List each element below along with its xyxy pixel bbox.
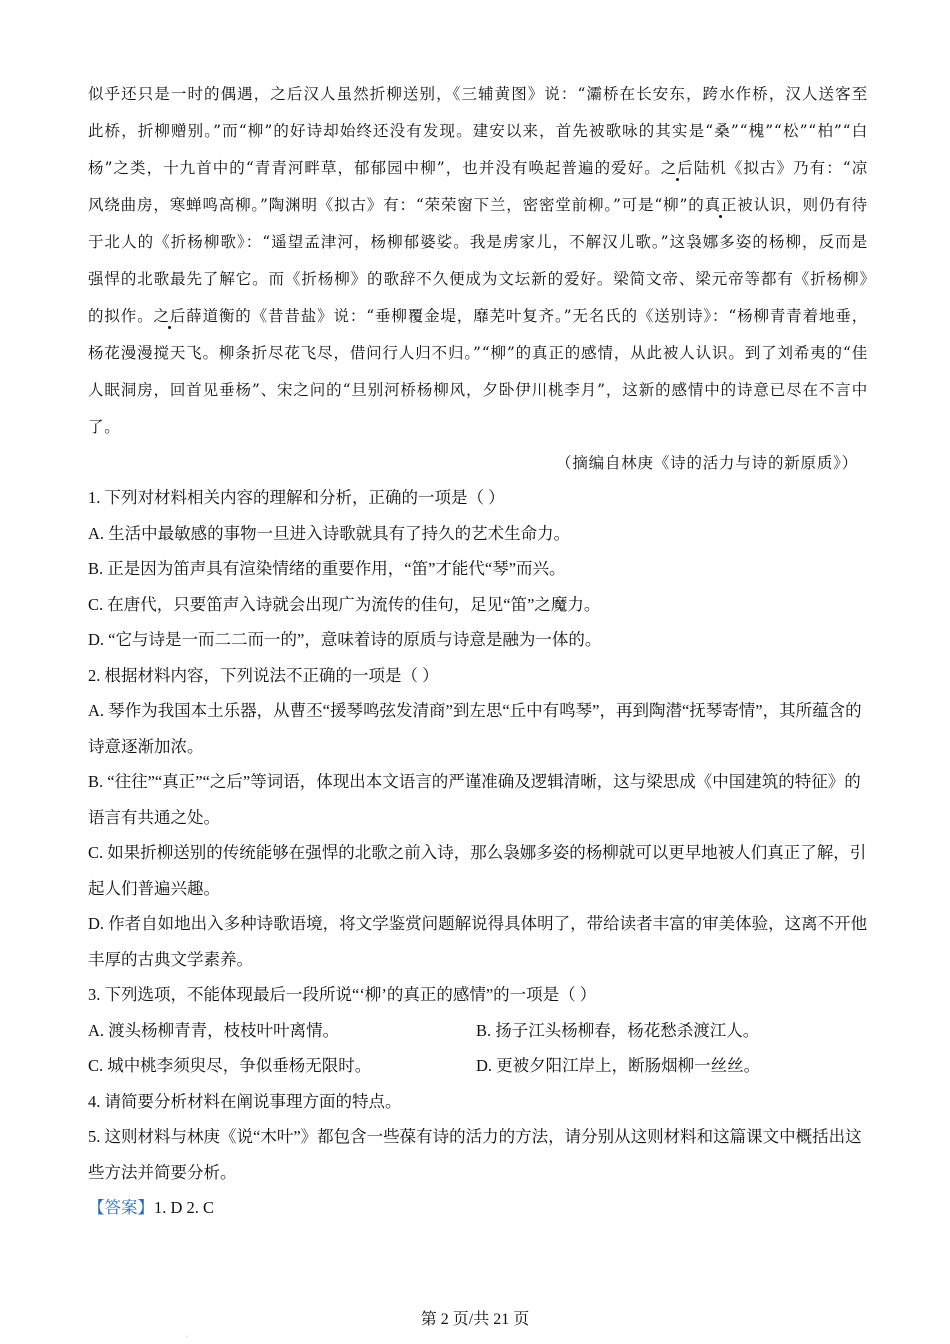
reading-passage [88, 76, 868, 446]
emphasized-word-zhihou: 之后 [660, 159, 694, 177]
question-section [88, 480, 870, 1226]
scan-mark: 。 [186, 1332, 193, 1339]
question-3-options-row-2 [88, 1048, 870, 1084]
question-3-stem: 3. 下列选项，不能体现最后一段所说“‘柳’的真正的感情”的一项是（ ） [88, 985, 597, 1004]
question-3-option-b: B. 扬子江头杨柳春，杨花愁杀渡江人。 [476, 1020, 760, 1040]
question-2-option-b: B. “往往”“真正”“之后”等词语，体现出本文语言的严谨准确及逻辑清晰，这与梁思成《中国建筑的特征》的语言有共通之处。 [88, 772, 861, 827]
question-5-stem: 5. 这则材料与林庚《说“木叶”》都包含一些葆有诗的活力的方法，请分别从这则材料和这篇课文中概括出这些方法并简要分析。 [88, 1127, 862, 1182]
passage-text-1: 似乎还只是一时的偶遇，之后汉人虽然折柳送别，《三辅黄图》说：“灞桥在长安东，跨水作桥，汉人送客至此桥，折柳赠别。”而“柳”的好诗却始终还没有发现。建安以来，首先被歌咏的其实是“桑”“槐”“松”“柏”“白杨”之类，十九首中的“青青河畔草，郁郁园中柳”，也并没有唤起普遍的爱好。 [88, 85, 868, 177]
passage-paragraph [88, 76, 868, 446]
question-1-option-b: B. 正是因为笛声具有渲染情绪的重要作用，“笛”才能代“琴”而兴。 [88, 559, 566, 578]
page-number: 第 2 页/共 21 页 [420, 1311, 530, 1328]
source-citation: （摘编自林庚《诗的活力与诗的新原质》） [556, 454, 858, 472]
passage-text-4: 薛道衡的《昔昔盐》说：“垂柳覆金堤，靡芜叶复齐。”无名氏的《送别诗》：“杨柳青青着地垂，杨花漫漫搅天飞。柳条折尽花飞尽，借问行人归不归。”“柳”的真正的感情，从此被人认识。到了刘希夷的“佳人眠洞房，回首见垂杨”、宋之问的“旦别河桥杨柳风，夕卧伊川桃李月”，这新的感情中的诗意已尽在不言中了。 [88, 307, 868, 436]
question-3-option-d: D. 更被夕阳江岸上，断肠烟柳一丝丝。 [476, 1056, 761, 1075]
question-4-stem: 4. 请简要分析材料在阐说事理方面的特点。 [88, 1091, 402, 1111]
question-2-option-c: C. 如果折柳送别的传统能够在强悍的北歌之前入诗，那么袅娜多姿的杨柳就可以更早地被人们真正了解，引起人们普遍兴趣。 [88, 843, 867, 898]
question-2-option-d: D. 作者自如地出入多种诗歌语境，将文学鉴赏问题解说得具体明了，带给读者丰富的审美体验，这离不开他丰厚的古典文学素养。 [88, 914, 868, 969]
question-1-option-a: A. 生活中最敏感的事物一旦进入诗歌就具有了持久的艺术生命力。 [88, 523, 571, 543]
passage-text-2: 陆机《拟古》乃有：“凉风绕曲房，寒蝉鸣高柳。”陶渊明《拟古》有：“荣荣窗下兰，密密堂前柳。”可是“柳”的 [88, 159, 868, 214]
question-1-option-d: D. “它与诗是一而二二而一的”，意味着诗的原质与诗意是融为一体的。 [88, 630, 602, 649]
emphasized-word-zhenzheng: 真正 [704, 196, 738, 214]
passage-text-3: 被认识，则仍有待于北人的《折杨柳歌》：“遥望孟津河，杨柳郁婆娑。我是虏家儿，不解汉儿歌。”这袅娜多姿的杨柳，反而是强悍的北歌最先了解它。而《折杨柳》的歌辞不久便成为文坛新的爱好。梁简文帝、梁元帝等都有《折杨柳》的拟作。 [88, 196, 868, 325]
answer-tag: 【答案】 [88, 1198, 154, 1217]
question-1-stem: 1. 下列对材料相关内容的理解和分析，正确的一项是（ ） [88, 488, 505, 507]
emphasized-word-zhihou-2: 之后 [153, 307, 187, 325]
answer-line [88, 1190, 870, 1226]
question-3-options-row-1 [88, 1013, 870, 1049]
question-3-option-c: C. 城中桃李须臾尽，争似垂杨无限时。 [88, 1056, 372, 1075]
answer-text: 1. D 2. C [154, 1198, 215, 1217]
question-1-option-c: C. 在唐代，只要笛声入诗就会出现广为流传的佳句，足见“笛”之魔力。 [88, 594, 601, 614]
question-3-option-a: A. 渡头杨柳青青，枝枝叶叶离情。 [88, 1020, 340, 1040]
question-2-option-a: A. 琴作为我国本土乐器，从曹丕“援琴鸣弦发清商”到左思“丘中有鸣琴”，再到陶潜“抚琴寄情”，其所蕴含的诗意逐渐加浓。 [88, 701, 862, 756]
question-2-stem: 2. 根据材料内容，下列说法不正确的一项是（ ） [88, 665, 439, 685]
